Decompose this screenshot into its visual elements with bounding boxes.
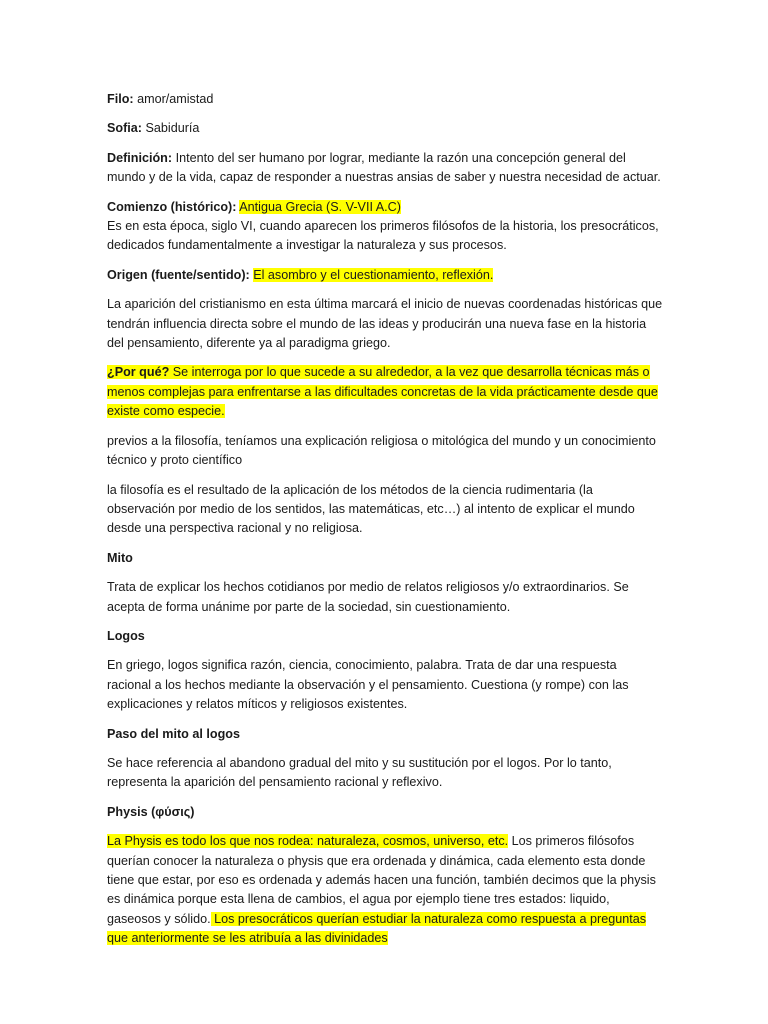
mito-paragraph: Trata de explicar los hechos cotidianos por medio de relatos religiosos y/o extraordinarios. Se acepta de forma unánime por parte de la sociedad, sin cuestionamiento. [107, 580, 629, 614]
porque-label: ¿Por qué? [107, 365, 170, 380]
porque-text: Se interroga por lo que sucede a su alrededor, a la vez que desarrolla técnicas más o menos complejas para enfrentarse a las dificultades concretas de la vida prácticamente desde que existe como especie. [107, 365, 658, 419]
sofia-paragraph [107, 119, 663, 138]
physis-heading [107, 803, 663, 822]
comienzo-label: Comienzo (histórico): [107, 199, 237, 214]
filo-paragraph [107, 90, 663, 109]
definicion-label: Definición: [107, 150, 173, 165]
document-page [107, 90, 663, 959]
definicion-text: Intento del ser humano por lograr, mediante la razón una concepción general del mundo y de la vida, capaz de responder a nuestras ansias de saber y nuestra necesidad de actuar. [107, 150, 661, 185]
filo-label: Filo: [107, 92, 134, 106]
physis-text: Los primeros filósofos querían conocer la naturaleza o physis que era ordenada y dinámica, cada elemento esta donde tiene que estar, por eso es ordenada y además hacen una función, también decimos que la physis es dinámica porque esta llena de cambios, el agua por ejemplo tiene tres estados: liquido, gaseosos y sólido. [107, 834, 656, 926]
sofia-text: Sabiduría [141, 121, 200, 136]
physis-highlight-1: La Physis es todo los que nos rodea: naturaleza, cosmos, universo, etc. [107, 834, 509, 849]
previos-paragraph: previos a la filosofía, teníamos una explicación religiosa o mitológica del mundo y un conocimiento técnico y proto científico [107, 433, 656, 468]
paso-heading-text: Paso del mito al logos [107, 726, 240, 741]
logos-heading [107, 627, 663, 646]
cristianismo-paragraph: La aparición del cristianismo en esta última marcará el inicio de nuevas coordenadas históricas que tendrán influencia directa sobre el mundo de las ideas y producirán una nueva fase en la historia del pensamiento, diferente ya al paradigma griego. [107, 297, 663, 351]
origen-paragraph [107, 266, 663, 285]
logos-paragraph: En griego, logos significa razón, ciencia, conocimiento, palabra. Trata de dar una respuesta racional a los hechos mediante la observación y el pensamiento. Cuestiona (y rompe) con las explicaciones y relatos míticos y religiosos existentes. [107, 658, 629, 712]
comienzo-highlight: Antigua Grecia (S. V-VII A.C) [239, 199, 401, 214]
paso-paragraph: Se hace referencia al abandono gradual del mito y su sustitución por el logos. Por lo tanto, representa la aparición del pensamiento racional y reflexivo. [107, 755, 612, 790]
resultado-paragraph: la filosofía es el resultado de la aplicación de los métodos de la ciencia rudimentaria (la observación por medio de los sentidos, las matemáticas, etc…) al intento de explicar el mundo desde una perspectiva racional y no religiosa. [107, 482, 635, 536]
sofia-label: Sofia: [107, 121, 142, 136]
mito-heading [107, 549, 663, 568]
definicion-paragraph [107, 149, 663, 188]
logos-heading-text: Logos [107, 628, 145, 643]
physis-paragraph [107, 832, 663, 948]
comienzo-paragraph [107, 198, 663, 256]
filo-text: amor/amistad [133, 92, 214, 106]
origen-highlight: El asombro y el cuestionamiento, reflexión. [253, 267, 494, 282]
comienzo-text: Es en esta época, siglo VI, cuando aparecen los primeros filósofos de la historia, los presocráticos, dedicados fundamentalmente a investigar la naturaleza y sus procesos. [107, 219, 659, 253]
physis-heading-text: Physis (φύσις) [107, 804, 195, 819]
paso-heading [107, 725, 663, 744]
mito-heading-text: Mito [107, 550, 133, 565]
physis-highlight-2: Los presocráticos querían estudiar la naturaleza como respuesta a preguntas que anteriormente se les atribuía a las divinidades [107, 911, 647, 946]
origen-label: Origen (fuente/sentido): [107, 267, 250, 282]
porque-paragraph [107, 363, 663, 421]
